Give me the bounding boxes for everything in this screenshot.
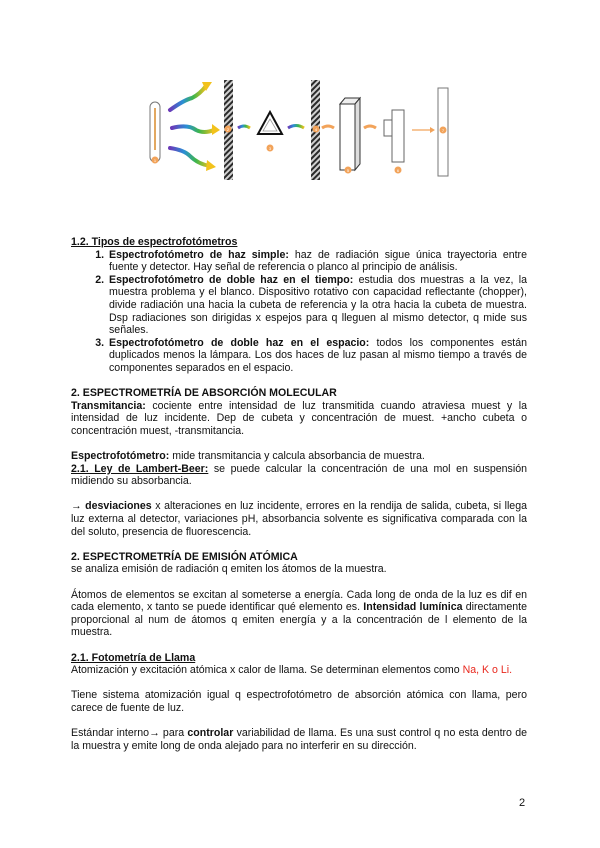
list-item-doble-haz-espacio	[107, 337, 527, 375]
svg-text:7: 7	[441, 128, 445, 133]
document-body	[71, 236, 527, 752]
svg-text:5: 5	[346, 168, 350, 173]
diagram-label-2	[225, 126, 232, 133]
paragraph-espectrofotometro: Espectrofotómetro: mide transmitancia y calcula absorbancia de muestra.	[71, 450, 425, 463]
item-text: todos los componentes están duplicados menos la lámpara. Los dos haces de luz pasan al mismo tiempo a través de componentes separados en el espacio.	[109, 336, 528, 374]
term-controlar: controlar	[187, 727, 234, 740]
item-text: haz de radiación sigue única trayectoria entre fuente y detector. Hay señal de referencia o planco al principio de análisis.	[109, 248, 527, 274]
prism	[258, 112, 282, 134]
svg-text:4: 4	[314, 127, 318, 132]
page-number: 2	[519, 797, 526, 809]
section-heading-emision: 2. ESPECTROMETRÍA DE EMISIÓN ATÓMICA	[71, 550, 298, 563]
subheading-lambert-beer: 2.1. Ley de Lambert-Beer:	[71, 462, 209, 475]
sample-cuvette	[340, 98, 360, 170]
subheading-fotometria-llama: 2.1. Fotometría de Llama	[71, 651, 196, 664]
item-text: estudia dos muestras a la vez, la muestra problema y el blanco. Dispositivo rotativo con capacidad reflectante (chopper), divide radiación una hacia la cubeta de referencia y la otra hacia la cubeta de muestra. Dsp radiaciones son dirigidas x espejos para q lleguen al mismo detector, q mide sus señales.	[109, 273, 527, 337]
diagram-label-3	[267, 145, 274, 152]
paragraph-llama: Atomización y excitación atómica x calor de llama. Se determinan elementos como Na, K o Li.	[71, 664, 513, 677]
diagram-label-7	[440, 127, 447, 134]
term-desviaciones: desviaciones	[85, 500, 152, 513]
light-ray-bottom	[170, 148, 210, 166]
list-item-doble-haz-tiempo	[107, 274, 527, 337]
light-ray-top	[170, 86, 206, 110]
arrow-glyph: →	[71, 500, 86, 513]
spectrophotometer-diagram	[140, 74, 470, 186]
item-title: Espectrofotómetro de doble haz en el tiempo:	[109, 273, 354, 286]
detector	[384, 110, 404, 162]
term-intensidad: Intensidad lumínica	[363, 601, 463, 614]
diagram-label-4	[313, 126, 320, 133]
paragraph-atomos: Átomos de elementos se excitan al someterse a energía. Cada long de onda de la luz es dif en cada elemento, x tanto se puede identificar qué elemento es. Intensidad lumínica directamente proporcional al num de átomos q emiten energía y a la concentración de l elemento de la muestra.	[71, 588, 527, 639]
svg-text:1: 1	[153, 158, 157, 163]
light-source-tube	[150, 102, 160, 162]
beam-arrow-4	[364, 126, 376, 128]
elements-highlight: Na, K o Li	[462, 664, 510, 677]
term-transmitancia: Transmitancia:	[71, 399, 146, 412]
section-heading-tipos: 1.2. Tipos de espectrofotómetros	[71, 236, 238, 248]
diagram-label-5	[345, 167, 352, 174]
svg-text:2: 2	[226, 127, 230, 132]
paragraph-estandar: Estándar interno→ para controlar variabilidad de llama. Es una sust control q no esta dentro de la muestra y emite long de onda alejado para no interferir en su dirección.	[71, 727, 527, 752]
light-ray-middle	[172, 126, 214, 132]
svg-text:3: 3	[268, 146, 272, 151]
section-heading-absorcion: 2. ESPECTROMETRÍA DE ABSORCIÓN MOLECULAR	[71, 387, 337, 400]
paragraph-transmitancia: Transmitancia: cociente entre intensidad de luz transmitida cuando atraviesa muest y la intensidad de luz incidente. Dep de cubeta y concentración de muest. +ancho cubeta o concentración muest, -transmitancia.	[71, 399, 527, 437]
paragraph-sistema: Tiene sistema atomización igual q espectrofotómetro de absorción atómica con llama, pero carece de fuente de luz.	[71, 689, 527, 714]
list-item-haz-simple	[107, 249, 527, 274]
spectrophotometer-types-list	[71, 249, 527, 375]
beam-arrow-3	[322, 126, 334, 128]
diagram-label-6	[395, 167, 402, 174]
diagram-label-1	[152, 157, 159, 164]
term-espectrofotometro: Espectrofotómetro:	[71, 450, 170, 463]
paragraph-lambert-beer: 2.1. Ley de Lambert-Beer: se puede calcular la concentración de una mol en suspensión midiendo su absorbancia.	[71, 462, 527, 488]
beam-arrow-1	[238, 126, 250, 128]
svg-text:6: 6	[396, 168, 400, 173]
item-title: Espectrofotómetro de doble haz en el espacio:	[109, 336, 370, 349]
item-title: Espectrofotómetro de haz simple:	[109, 248, 289, 261]
paragraph-emision-intro: se analiza emisión de radiación q emiten los átomos de la muestra.	[71, 563, 387, 576]
beam-arrow-2	[288, 126, 304, 129]
paragraph-desviaciones: → desviaciones x alteraciones en luz incidente, errores en la rendija de salida, cubeta, si llega luz externa al detector, variaciones pH, absorbancia solvente es significativa comparada con la del soluto, presencia de fluorescencia.	[71, 500, 527, 538]
